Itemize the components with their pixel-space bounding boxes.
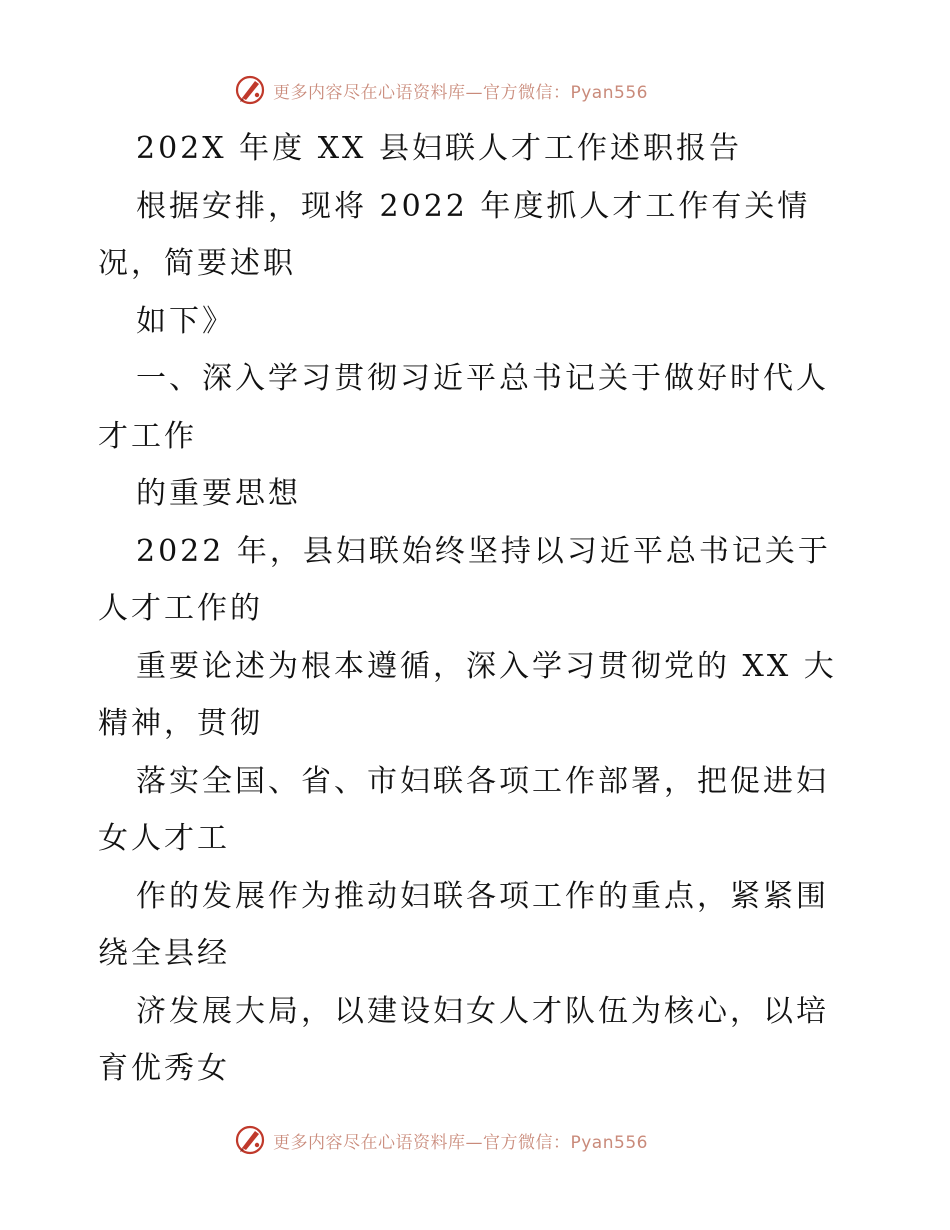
text-line: 落实全国、省、市妇联各项工作部署，把促进妇 bbox=[136, 763, 829, 799]
text-line: 的重要思想 bbox=[136, 476, 301, 511]
text-line: 如下》 bbox=[136, 303, 235, 339]
watermark-text: 更多内容尽在心语资料库—官方微信：Pyan556 bbox=[273, 82, 648, 103]
text-line: 2022 年，县妇联始终坚持以习近平总书记关于 bbox=[136, 533, 831, 569]
text-line: 女人才工 bbox=[98, 821, 230, 856]
text-line: 重要论述为根本遵循，深入学习贯彻党的 XX 大 bbox=[136, 648, 837, 684]
text-line: 人才工作的 bbox=[98, 591, 263, 626]
text-line: 作的发展作为推动妇联各项工作的重点，紧紧围 bbox=[136, 878, 829, 914]
watermark-text: 更多内容尽在心语资料库—官方微信：Pyan556 bbox=[273, 1132, 648, 1153]
text-line: 绕全县经 bbox=[98, 936, 230, 971]
text-line: 济发展大局，以建设妇女人才队伍为核心，以培 bbox=[136, 993, 829, 1029]
text-line: 才工作 bbox=[98, 418, 197, 454]
document-body bbox=[98, 120, 858, 1098]
text-line: 况，简要述职 bbox=[98, 246, 296, 281]
text-line: 精神，贯彻 bbox=[98, 706, 263, 741]
text-line: 根据安排，现将 2022 年度抓人才工作有关情 bbox=[136, 188, 811, 224]
quill-pen-logo-icon bbox=[233, 1123, 267, 1157]
quill-pen-logo-icon bbox=[233, 73, 267, 107]
watermark-footer bbox=[233, 1122, 648, 1158]
text-line: 育优秀女 bbox=[98, 1051, 230, 1086]
document-title: 202X 年度 XX 县妇联人才工作述职报告 bbox=[136, 131, 742, 166]
section-heading: 一、深入学习贯彻习近平总书记关于做好时代人 bbox=[136, 361, 829, 396]
watermark-header bbox=[233, 72, 648, 108]
